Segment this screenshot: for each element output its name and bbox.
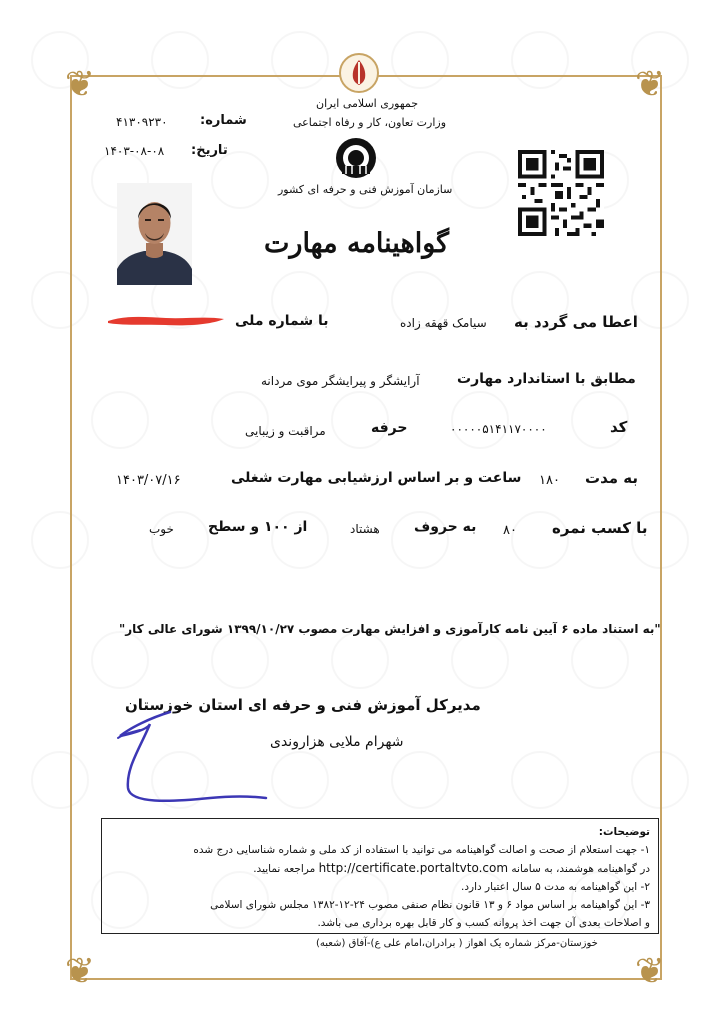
standard-value: آرایشگر و پیرایشگر موی مردانه: [261, 374, 420, 388]
signatory-title: مدیرکل آموزش فنی و حرفه ای استان خوزستان: [125, 696, 481, 714]
national-id-label: با شماره ملی: [235, 313, 329, 329]
signature-scribble: [110, 708, 270, 808]
country-name: جمهوری اسلامی ایران: [316, 97, 419, 110]
date-label: تاریخ:: [191, 143, 228, 158]
notes-line: ۱- جهت استعلام از صحت و اصالت گواهینامه می توانید با استفاده از کد ملی و شماره شناسایی درج شده: [193, 844, 650, 856]
corner-ornament-icon: ❦: [634, 64, 666, 105]
footer-branch: خوزستان-مرکز شماره یک اهواز ( برادران،امام علی ع)-آفاق (شعبه): [316, 938, 598, 949]
redaction-mark: [106, 313, 226, 329]
awarded-name: سیامک قهقه زاده: [400, 316, 487, 330]
notes-line-text: در گواهینامه هوشمند، به سامانه: [511, 863, 650, 875]
awarded-label: اعطا می گردد به: [514, 313, 638, 331]
number-label: شماره:: [200, 113, 247, 128]
corner-ornament-icon: ❦: [64, 64, 96, 105]
date-value: ۱۴۰۳-۰۸-۰۸: [104, 144, 165, 158]
notes-box: [101, 818, 659, 934]
trade-value: مراقبت و زیبایی: [245, 424, 326, 438]
trade-label: حرفه: [371, 420, 408, 436]
decree-text: "به استناد ماده ۶ آیین نامه کارآموزی و افزایش مهارت مصوب ۱۳۹۹/۱۰/۲۷ شورای عالی کار": [119, 622, 661, 636]
standard-label: مطابق با استاندارد مهارت: [457, 371, 636, 387]
code-value: ۰۰۰۰۰۵۱۴۱۱۷۰۰۰۰: [450, 422, 547, 436]
duration-text: ساعت و بر اساس ارزشیابی مهارت شغلی: [231, 470, 522, 486]
holder-photo: [117, 183, 192, 285]
certificate-title: گواهینامه مهارت: [264, 228, 449, 259]
duration-date: ۱۴۰۳/۰۷/۱۶: [116, 473, 181, 488]
score-value: ۸۰: [503, 523, 517, 538]
level-value: خوب: [149, 522, 174, 536]
code-label: کد: [610, 418, 628, 436]
number-value: ۴۱۳۰۹۲۳۰: [116, 115, 168, 129]
qr-code-icon: [518, 150, 604, 236]
duration-label: به مدت: [585, 469, 638, 487]
tvto-logo-icon: [334, 136, 378, 180]
notes-line: و اصلاحات بعدی آن جهت اخذ پروانه کسب و کار قابل بهره برداری می باشد.: [317, 917, 650, 929]
notes-heading: توضیحات:: [598, 826, 650, 838]
scale-label: از ۱۰۰ و سطح: [208, 519, 308, 535]
ministry-name: وزارت تعاون، کار و رفاه اجتماعی: [293, 116, 447, 129]
signatory-name: شهرام ملایی هزاروندی: [270, 734, 404, 750]
organization-name: سازمان آموزش فنی و حرفه ای کشور: [278, 183, 453, 196]
portal-link[interactable]: http://certificate.portaltvto.com: [318, 861, 509, 875]
duration-value: ۱۸۰: [539, 473, 560, 488]
corner-ornament-icon: ❦: [634, 951, 666, 992]
notes-line-text: مراجعه نمایید.: [253, 863, 316, 875]
notes-line: ۲- این گواهینامه به مدت ۵ سال اعتبار دارد.: [461, 881, 650, 893]
notes-line: [110, 859, 650, 878]
letters-label: به حروف: [414, 519, 477, 535]
notes-line: ۳- این گواهینامه بر اساس مواد ۶ و ۱۳ قانون نظام صنفی مصوب ۲۴-۱۲-۱۳۸۲ مجلس شورای اسلامی: [210, 899, 650, 911]
letters-value: هشتاد: [350, 522, 380, 536]
score-label: با کسب نمره: [552, 519, 648, 537]
iran-emblem-icon: [338, 52, 380, 94]
corner-ornament-icon: ❦: [64, 951, 96, 992]
